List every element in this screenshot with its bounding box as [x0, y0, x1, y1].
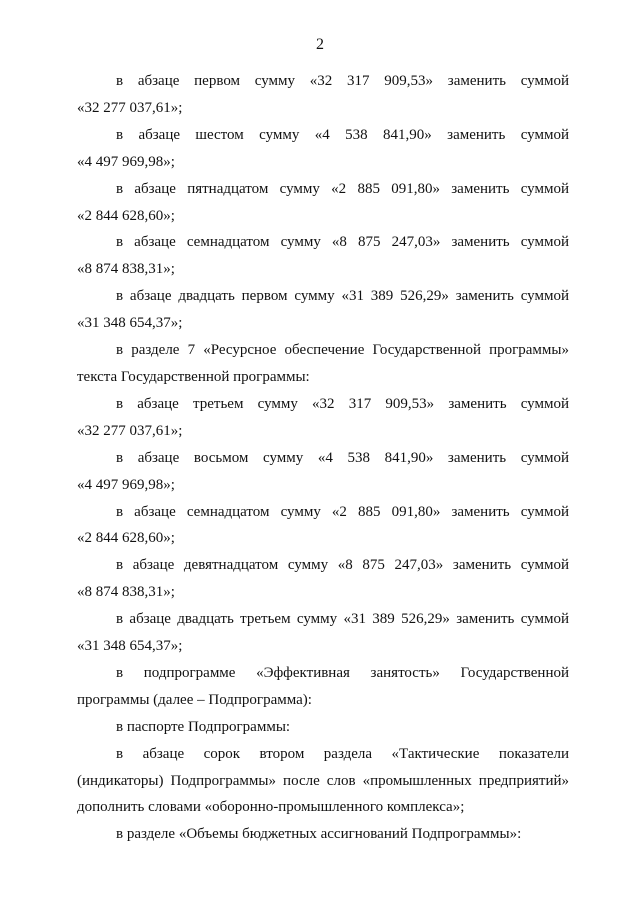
paragraph-line: в абзаце сорок втором раздела «Тактические показатели	[116, 745, 569, 762]
paragraph-line: в разделе 7 «Ресурсное обеспечение Государственной программы»	[116, 342, 569, 359]
paragraph-line: «4 497 969,98»;	[77, 153, 175, 170]
paragraph-line: в абзаце двадцать первом сумму «31 389 526,29» заменить суммой	[116, 288, 569, 305]
paragraph-line: в паспорте Подпрограммы:	[116, 718, 291, 735]
paragraph-line: в абзаце шестом сумму «4 538 841,90» заменить суммой	[116, 126, 569, 143]
paragraph	[77, 606, 569, 660]
paragraph-line: в подпрограмме «Эффективная занятость» Государственной	[116, 664, 569, 681]
paragraph	[77, 391, 569, 445]
paragraph-line: текста Государственной программы:	[77, 368, 310, 385]
paragraph-line: «31 348 654,37»;	[77, 638, 183, 655]
paragraph	[77, 283, 569, 337]
page-number: 2	[316, 36, 324, 53]
paragraph-line: дополнить словами «оборонно-промышленного комплекса»;	[77, 799, 465, 816]
paragraph-line: в абзаце девятнадцатом сумму «8 875 247,03» заменить суммой	[116, 557, 569, 574]
paragraph	[77, 337, 569, 391]
paragraph-line: «31 348 654,37»;	[77, 315, 183, 332]
paragraph-line: «32 277 037,61»;	[77, 99, 183, 116]
paragraph-line: «2 844 628,60»;	[77, 207, 175, 224]
paragraph-line: в абзаце первом сумму «32 317 909,53» заменить суммой	[116, 73, 569, 89]
paragraph-line: «8 874 838,31»;	[77, 261, 175, 278]
paragraph-line: в абзаце двадцать третьем сумму «31 389 526,29» заменить суммой	[116, 611, 569, 628]
paragraph-line: в абзаце восьмом сумму «4 538 841,90» заменить суммой	[116, 449, 569, 466]
paragraph-line: в абзаце пятнадцатом сумму «2 885 091,80» заменить суммой	[116, 180, 569, 197]
paragraph	[77, 821, 569, 848]
paragraph-line: (индикаторы) Подпрограммы» после слов «промышленных предприятий»	[77, 772, 569, 789]
paragraph-line: в абзаце третьем сумму «32 317 909,53» заменить суммой	[116, 395, 569, 412]
paragraph	[77, 714, 569, 741]
paragraph-line: в разделе «Объемы бюджетных ассигнований Подпрограммы»:	[116, 826, 522, 843]
paragraph	[77, 68, 569, 122]
paragraph	[77, 176, 569, 230]
paragraph	[77, 122, 569, 176]
paragraph	[77, 229, 569, 283]
paragraph-line: «8 874 838,31»;	[77, 584, 175, 601]
paragraph-line: «32 277 037,61»;	[77, 422, 183, 439]
paragraph	[77, 552, 569, 606]
paragraph-line: в абзаце семнадцатом сумму «2 885 091,80» заменить суммой	[116, 503, 569, 520]
paragraph-line: «4 497 969,98»;	[77, 476, 175, 493]
paragraph-line: в абзаце семнадцатом сумму «8 875 247,03» заменить суммой	[116, 234, 569, 251]
document-body	[77, 68, 569, 848]
paragraph	[77, 499, 569, 553]
paragraph	[77, 445, 569, 499]
paragraph	[77, 660, 569, 714]
paragraph-line: программы (далее – Подпрограмма):	[77, 691, 312, 708]
paragraph-line: «2 844 628,60»;	[77, 530, 175, 547]
paragraph	[77, 741, 569, 822]
